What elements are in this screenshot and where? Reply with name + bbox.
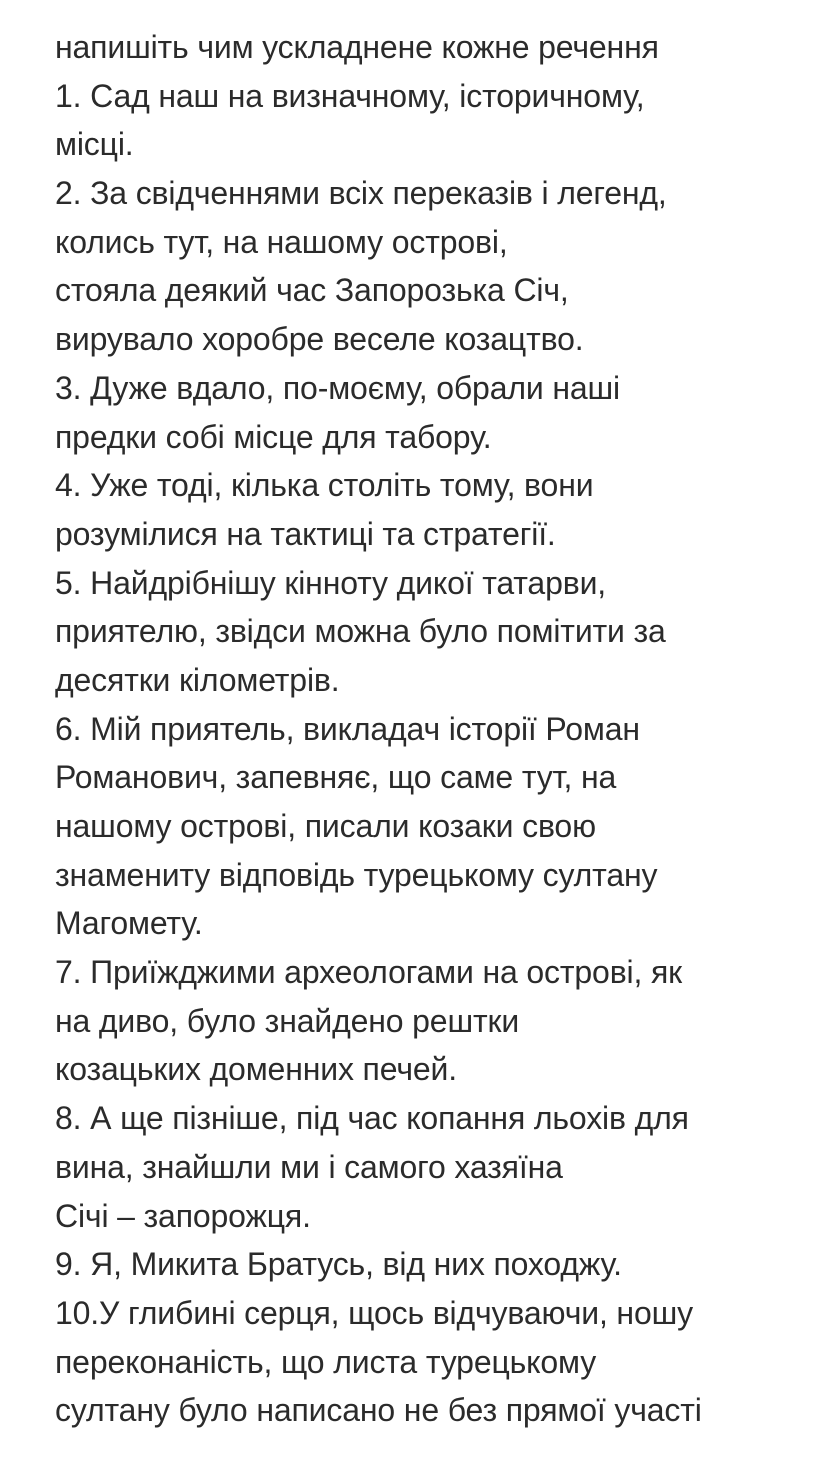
note-line: 10.У глибині серця, щось відчуваючи, ношу (55, 1294, 693, 1331)
note-line: 2. За свідченнями всіх переказів і легенд, (55, 175, 667, 212)
note-text (55, 23, 815, 1435)
note-line: 9. Я, Микита Братусь, від них походжу. (55, 1246, 622, 1283)
note-line: вирувало хоробре веселе козацтво. (55, 321, 584, 358)
note-line: місці. (55, 126, 134, 163)
note-line: нашому острові, писали козаки свою (55, 808, 596, 844)
note-line: на диво, було знайдено рештки (55, 1002, 520, 1039)
note-line: 3. Дуже вдало, по-моєму, обрали наші (55, 369, 620, 406)
note-line: Магомету. (55, 905, 203, 942)
note-line: колись тут, на нашому острові, (55, 223, 508, 260)
note-line: переконаність, що листа турецькому (55, 1343, 597, 1380)
note-line: 4. Уже тоді, кілька століть тому, вони (55, 467, 594, 504)
note-line: 1. Сад наш на визначному, історичному, (55, 77, 645, 114)
note-line: султану було написано не без прямої участі (55, 1392, 702, 1429)
note-line: вина, знайшли ми і самого хазяїна (55, 1148, 563, 1185)
note-line: 5. Найдрібнішу кінноту дикої татарви, (55, 564, 607, 601)
note-line: предки собі місце для табору. (55, 418, 492, 455)
note-line: знамениту відповідь турецькому султану (55, 856, 658, 893)
note-line: козацьких доменних печей. (55, 1051, 457, 1088)
note-line: Романович, запевняє, що саме тут, на (55, 759, 617, 796)
note-line: десятки кілометрів. (55, 661, 340, 698)
note-line: 8. А ще пізніше, під час копання льохів для (55, 1100, 689, 1137)
note-line: 6. Мій приятель, викладач історії Роман (55, 710, 640, 747)
note-line: Січі – запорожця. (55, 1197, 311, 1234)
note-line: приятелю, звідси можна було помітити за (55, 613, 666, 650)
note-line: напишіть чим ускладнене кожне речення (55, 29, 659, 65)
note-line: стояла деякий час Запорозька Січ, (55, 272, 569, 309)
note-line: розумілися на тактиці та стратегії. (55, 515, 556, 552)
note-line: 7. Приїжджими археологами на острові, як (55, 954, 683, 991)
